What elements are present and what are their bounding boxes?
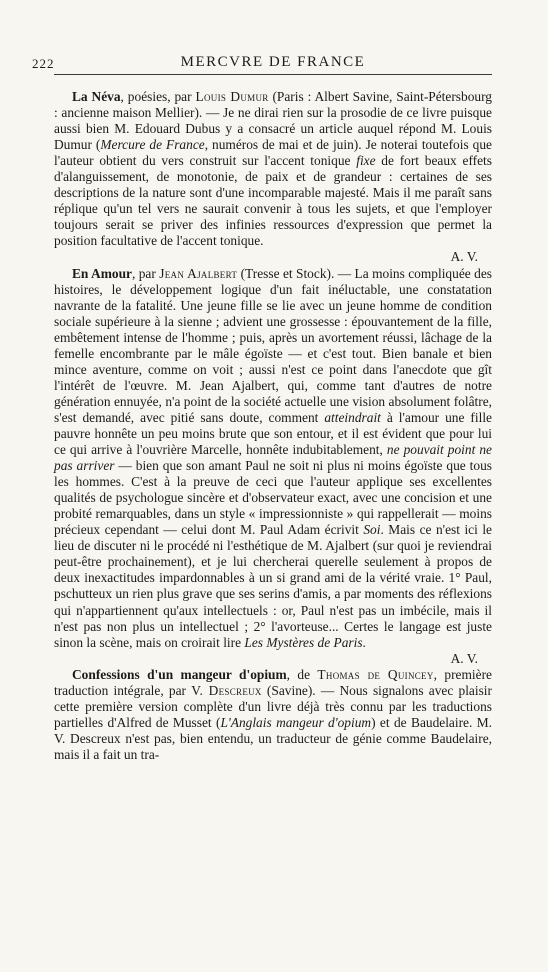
book-title: La Néva — [72, 89, 121, 104]
emphasis: fixe — [356, 153, 376, 169]
book-reference: Les Mystères de Paris — [244, 634, 363, 650]
book-reference: L'Anglais mangeur d'opium — [220, 714, 372, 730]
review-signature: A. V. — [450, 249, 478, 265]
emphasis: atteindrait — [324, 409, 381, 425]
periodical-title: Mercure de France — [100, 137, 205, 153]
author-name: Jean Ajalbert — [159, 265, 238, 281]
book-title: Confessions d'un mangeur d'opium — [72, 666, 287, 682]
page-number: 222 — [32, 56, 55, 71]
review-confessions: Confessions d'un mangeur d'opium, de Thomas de Quincey, première traduction intégrale, par V. Descreux (Savine). — Nous signalons avec plaisir cette première version complète d'un livre déjà très connu par les traductions partielles d'Alfred de Musset (L'Anglais mangeur d'opium) et de Baudelaire. M. V. Descreux n'est pas, bien entendu, un traducteur de génie comme Baudelaire, mais il a fait un tra- — [54, 666, 492, 762]
review-signature: A. V. — [450, 650, 478, 666]
review-en-amour: En Amour, par Jean Ajalbert (Tresse et Stock). — La moins compliquée des histoires, le développement logique d'un fait inéluctable, une constatation navrante de la fatalité. Une jeune fille se lie avec un jeune homme de condition sociale supérieure à la sienne ; advient une grossesse : épouvantement de la fille, embêtement intense de l'homme ; puis, après un avortement réussi, lâchage de la femelle encombrante par le mâle égoïste — et c'est tout. Bien banale et bien mince aventure, comme on voit ; aussi n'est ce point dans l'anecdote que gît l'intérêt de l'œuvre. M. Jean Ajalbert, qui, comme tant d'autres de notre génération ennuyée, n'a point de la société actuelle une vision absolument folâtre, s'est demandé, avec pitié sans doute, comment atteindrait à l'amour une fille pauvre honnête un peu moins brute que son entour, et il est évident que pour lui ce qui arrive à l'ouvrière Marcelle, honnête indubitablement, ne pouvait point ne pas arriver — bien que son amant Paul ne soit ni plus ni moins égoïste que tous les hommes. C'est à la preuve de ceci que l'auteur applique ses excellentes qualités de psychologue sincère et d'observateur exact, avec une concision et une probité remarquables, dans un style « impressionniste » qui rappellerait — moins précieux cependant — celui dont M. Paul Adam écrivit Soi. Mais ce n'est ici le lieu de discuter ni le procédé ni l'esthétique de M. Ajalbert (sur quoi je reviendrai peut-être prochainement), et je lui chercherai querelle seulement à propos de deux inexactitudes impardonnables à un si grand ami de la vérité vraie. 1° Paul, pschutteux un rien plus grave que ses serins d'amis, a par moments des réflexions qui n'appartiennent qu'aux intellectuels : or, Paul n'est pas un imbécile, mais il n'est pas non plus un intellectuel ; 2° l'avorteuse... Certes le langage est juste sinon la scène, mais on croirait lire Les Mystères de Paris. A. V. — [54, 265, 492, 666]
author-name: Thomas de Quincey — [317, 666, 434, 682]
translator-name: V. Descreux — [191, 682, 262, 698]
running-head: MERCVRE DE FRANCE — [180, 54, 366, 70]
page-header — [32, 52, 492, 75]
author-name: Louis Dumur — [195, 89, 269, 104]
book-reference: Soi — [363, 522, 381, 538]
book-title: En Amour — [72, 265, 132, 281]
emphasis: ne pouvait point ne pas arriver — [54, 442, 492, 474]
review-la-neva: La Néva, poésies, par Louis Dumur (Paris : Albert Savine, Saint-Pétersbourg : ancienne maison Mellier). — Je ne dirai rien sur la prosodie de ce livre puisque aussi bien M. Edouard Dubus y a consacré un article auquel répond M. Louis Dumur (Mercure de France, numéros de mai et de juin). Je noterai toutefois que l'auteur obtient du vers construit sur l'accent tonique fixe de fort beaux effets d'alanguissement, de monotonie, de paix et de grandeur : certaines de ses descriptions de la nature sont d'une incomparable majesté. Mais il me paraît sans réplique qu'un tel vers ne saurait convenir à tous les sujets, et que l'employer toujours serait se priver des infinies ressources d'expression que permet la position facultative de l'accent tonique. A. V. — [54, 89, 492, 265]
